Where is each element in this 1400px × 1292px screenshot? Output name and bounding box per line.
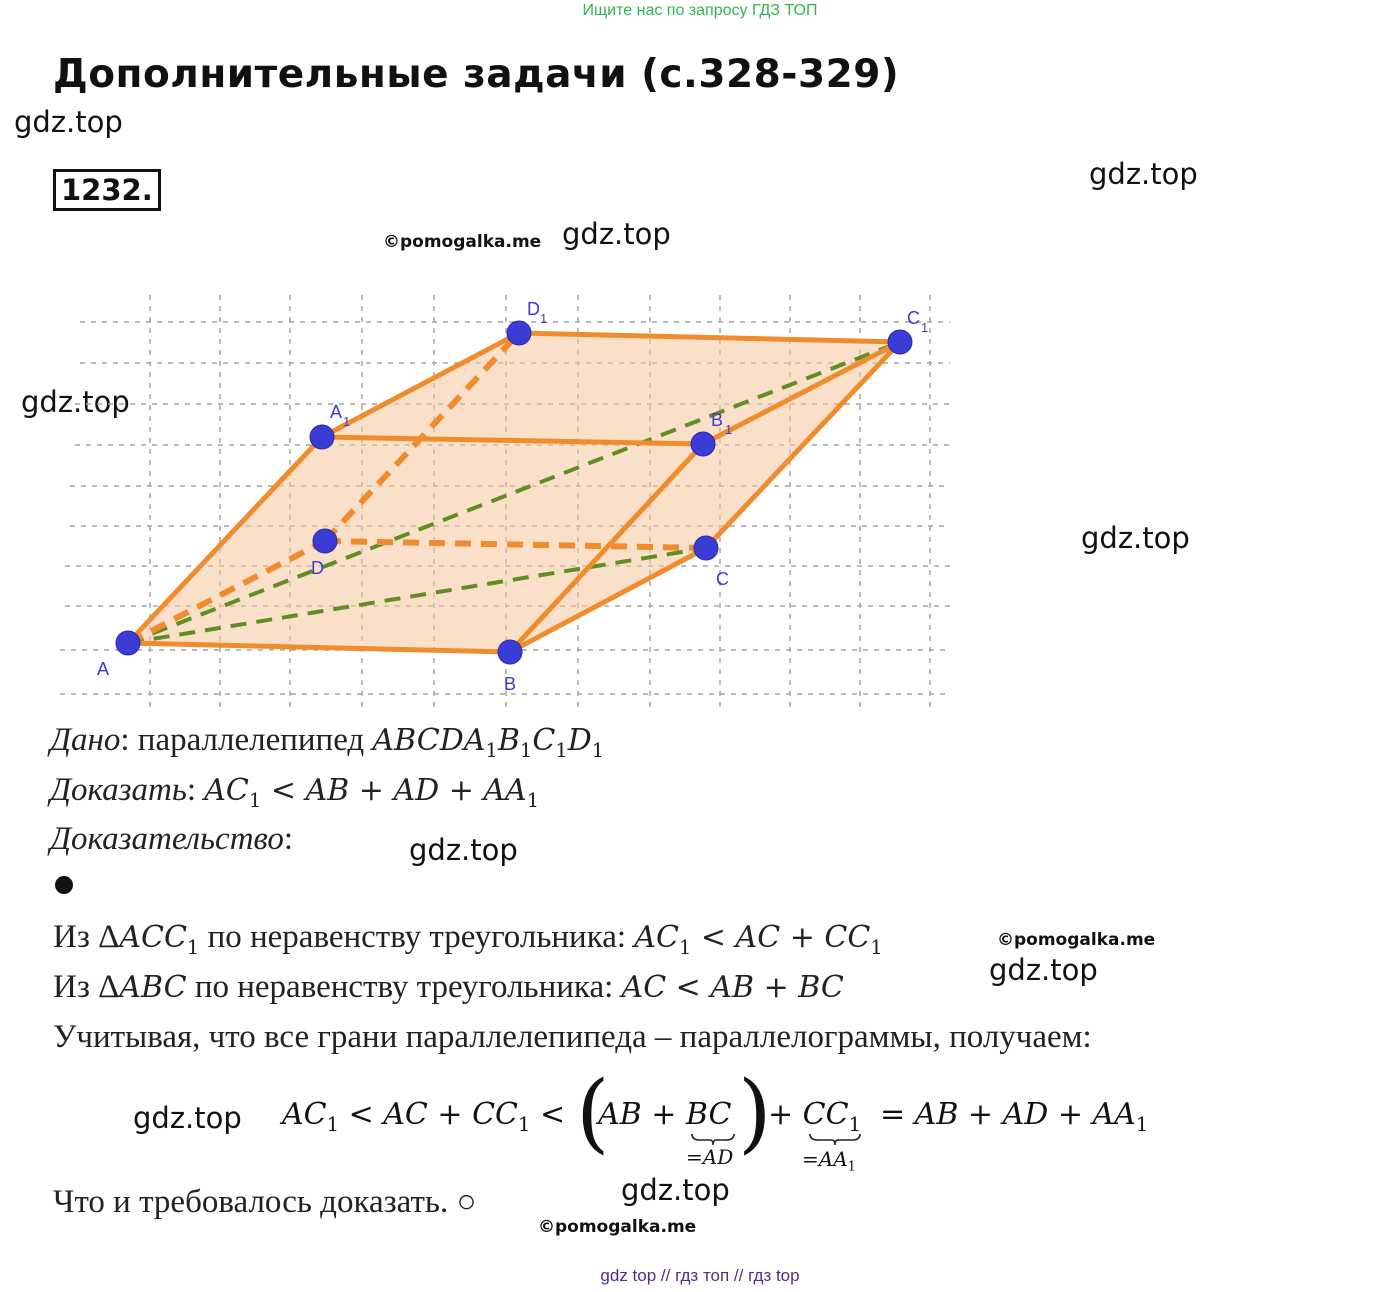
note-bc-equals-ad: =AD <box>686 1145 734 1169</box>
watermark-gdz: gdz.top <box>1089 157 1198 191</box>
proof-line-1: Из $\Delta ACC_1$ по неравенству треугольника: $AC_1$ < AC + $CC_1$ <box>53 919 883 959</box>
watermark-gdz: gdz.top <box>621 1173 730 1207</box>
prove-label: Доказать <box>50 772 187 808</box>
given-math: $ABCDA_1B_1C_1D_1$ <box>372 723 605 762</box>
page-title: Дополнительные задачи (с.328-329) <box>53 52 900 97</box>
problem-number: 1232. <box>53 169 161 211</box>
top-banner: Ищите нас по запросу ГДЗ ТОП <box>582 2 818 19</box>
watermark-gdz: gdz.top <box>1081 521 1190 555</box>
label-C1: C <box>907 308 920 328</box>
prove-math: $AC_1$ < AB + AD + $AA_1$ <box>204 773 540 812</box>
label-A1-sub: 1 <box>343 414 351 429</box>
inequality-cc1: + $CC_1$ <box>768 1097 862 1136</box>
inequality-right: = AB + AD + $AA_1$ <box>880 1097 1149 1136</box>
brace-under-cc1 <box>808 1132 862 1146</box>
label-C: C <box>716 569 729 589</box>
inequality-paren-content: AB + BC <box>598 1097 732 1132</box>
label-C1-sub: 1 <box>921 320 929 335</box>
bullet-point <box>55 876 73 894</box>
watermark-gdz: gdz.top <box>14 105 123 139</box>
watermark-pomogalka: ©pomogalka.me <box>538 1217 697 1237</box>
note-cc1-equals-aa1: $=AA_1$ <box>802 1147 856 1175</box>
watermark-gdz: gdz.top <box>989 953 1098 987</box>
label-B1-sub: 1 <box>725 422 733 437</box>
watermark-pomogalka: ©pomogalka.me <box>383 232 542 252</box>
proof-line-2: Из ΔABC по неравенству треугольника: AC < AB + BC <box>53 969 844 1005</box>
vertex-C1 <box>888 330 912 354</box>
label-D1: D <box>527 299 540 319</box>
footer: gdz top // гдз топ // гдз top <box>600 1266 800 1285</box>
label-D1-sub: 1 <box>540 311 548 326</box>
brace-under-bc <box>690 1132 736 1146</box>
conclusion: Что и требовалось доказать. ○ <box>53 1184 477 1220</box>
proof-line-3: Учитывая, что все грани параллелепипеда – параллелограммы, получаем: <box>53 1019 1092 1055</box>
parallelepiped-figure <box>55 290 955 715</box>
vertex-D1 <box>507 321 531 345</box>
watermark-gdz: gdz.top <box>133 1101 242 1135</box>
vertex-C <box>694 536 718 560</box>
vertex-A <box>116 631 140 655</box>
label-B: B <box>504 674 517 694</box>
vertex-B1 <box>691 432 715 456</box>
faces <box>128 333 900 652</box>
label-A: A <box>97 659 110 679</box>
label-A1: A <box>330 402 343 422</box>
proof-heading: Доказательство: <box>50 821 294 857</box>
given-label: Дано <box>50 722 121 758</box>
vertex-A1 <box>310 425 334 449</box>
watermark-pomogalka: ©pomogalka.me <box>997 930 1156 950</box>
watermark-gdz: gdz.top <box>409 833 518 867</box>
label-D: D <box>311 558 324 578</box>
proof-label: Доказательство <box>50 821 284 857</box>
inequality-left: $AC_1$ < AC + $CC_1$ < <box>282 1097 566 1136</box>
watermark-gdz: gdz.top <box>21 385 130 419</box>
watermark-gdz: gdz.top <box>562 217 671 251</box>
vertex-B <box>498 640 522 664</box>
label-B1: B <box>711 410 724 430</box>
given-line <box>50 722 604 762</box>
paren-open: ( <box>576 1063 610 1163</box>
given-text: : параллелепипед <box>120 722 365 758</box>
vertex-D <box>313 529 337 553</box>
prove-line: Доказать: $AC_1$ < AB + AD + $AA_1$ <box>50 772 540 812</box>
paren-close: ) <box>738 1063 772 1163</box>
